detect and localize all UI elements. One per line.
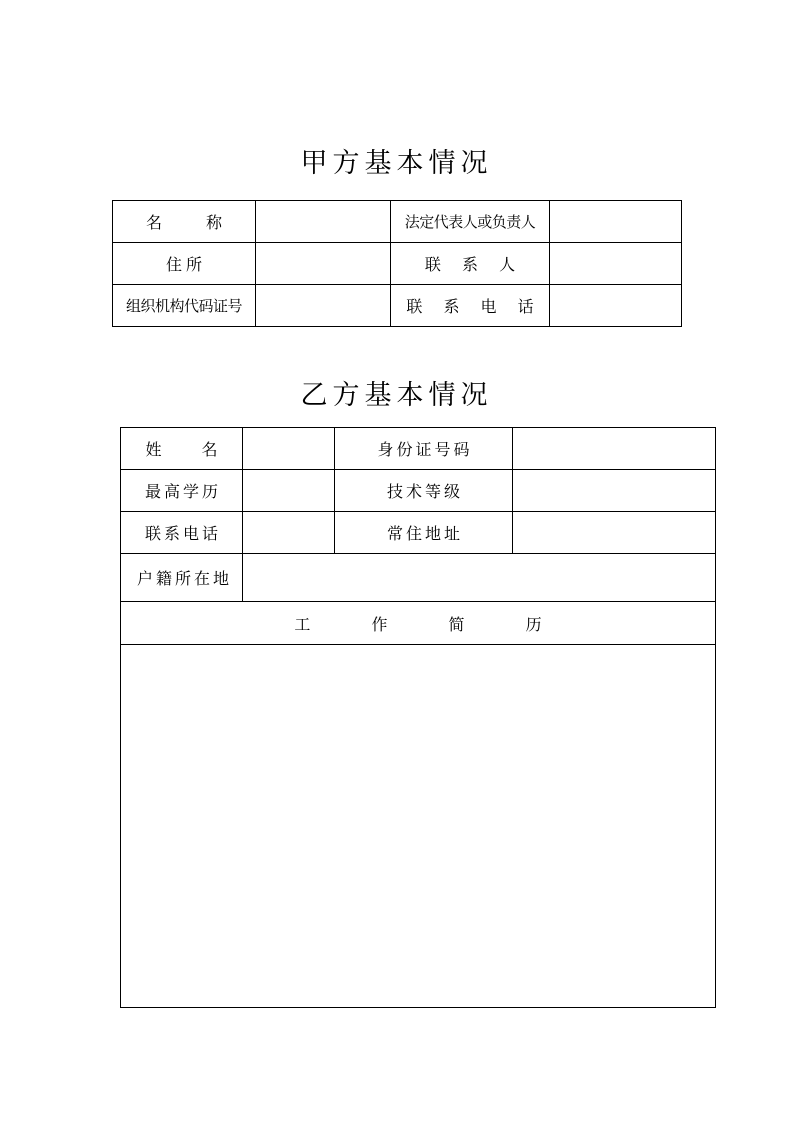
party-a-org-code-field[interactable] xyxy=(256,285,391,327)
table-row xyxy=(121,602,716,645)
party-a-contact-label: 联 系 人 xyxy=(391,243,550,285)
table-row xyxy=(121,512,716,554)
party-b-household-label: 户籍所在地 xyxy=(121,554,243,602)
party-a-legal-rep-field[interactable] xyxy=(550,201,682,243)
party-a-name-label: 名 称 xyxy=(113,201,256,243)
party-b-resume-header: 工 作 简 历 xyxy=(121,602,716,645)
party-b-id-number-field[interactable] xyxy=(513,428,716,470)
table-row xyxy=(113,285,682,327)
party-b-tech-level-field[interactable] xyxy=(513,470,716,512)
table-row xyxy=(121,645,716,1008)
party-b-resume-field[interactable] xyxy=(121,645,716,1008)
table-row xyxy=(121,470,716,512)
party-b-tech-level-label: 技术等级 xyxy=(335,470,513,512)
party-b-education-label: 最高学历 xyxy=(121,470,243,512)
party-b-table xyxy=(120,427,716,1008)
party-b-household-field[interactable] xyxy=(243,554,716,602)
party-a-phone-field[interactable] xyxy=(550,285,682,327)
party-a-name-field[interactable] xyxy=(256,201,391,243)
party-a-title: 甲方基本情况 xyxy=(300,148,493,179)
party-a-address-field[interactable] xyxy=(256,243,391,285)
party-b-education-field[interactable] xyxy=(243,470,335,512)
party-b-id-number-label: 身份证号码 xyxy=(335,428,513,470)
party-b-residence-field[interactable] xyxy=(513,512,716,554)
party-a-phone-label: 联 系 电 话 xyxy=(391,285,550,327)
party-a-table xyxy=(112,200,682,327)
table-row xyxy=(113,201,682,243)
party-a-org-code-label: 组织机构代码证号 xyxy=(113,285,256,327)
party-b-name-label: 姓 名 xyxy=(121,428,243,470)
party-a-address-label: 住所 xyxy=(113,243,256,285)
table-row xyxy=(121,554,716,602)
party-b-phone-label: 联系电话 xyxy=(121,512,243,554)
party-b-residence-label: 常住地址 xyxy=(335,512,513,554)
table-row xyxy=(113,243,682,285)
party-a-legal-rep-label: 法定代表人或负责人 xyxy=(391,201,550,243)
party-b-title: 乙方基本情况 xyxy=(300,380,493,411)
party-b-name-field[interactable] xyxy=(243,428,335,470)
party-b-phone-field[interactable] xyxy=(243,512,335,554)
table-row xyxy=(121,428,716,470)
party-a-contact-field[interactable] xyxy=(550,243,682,285)
